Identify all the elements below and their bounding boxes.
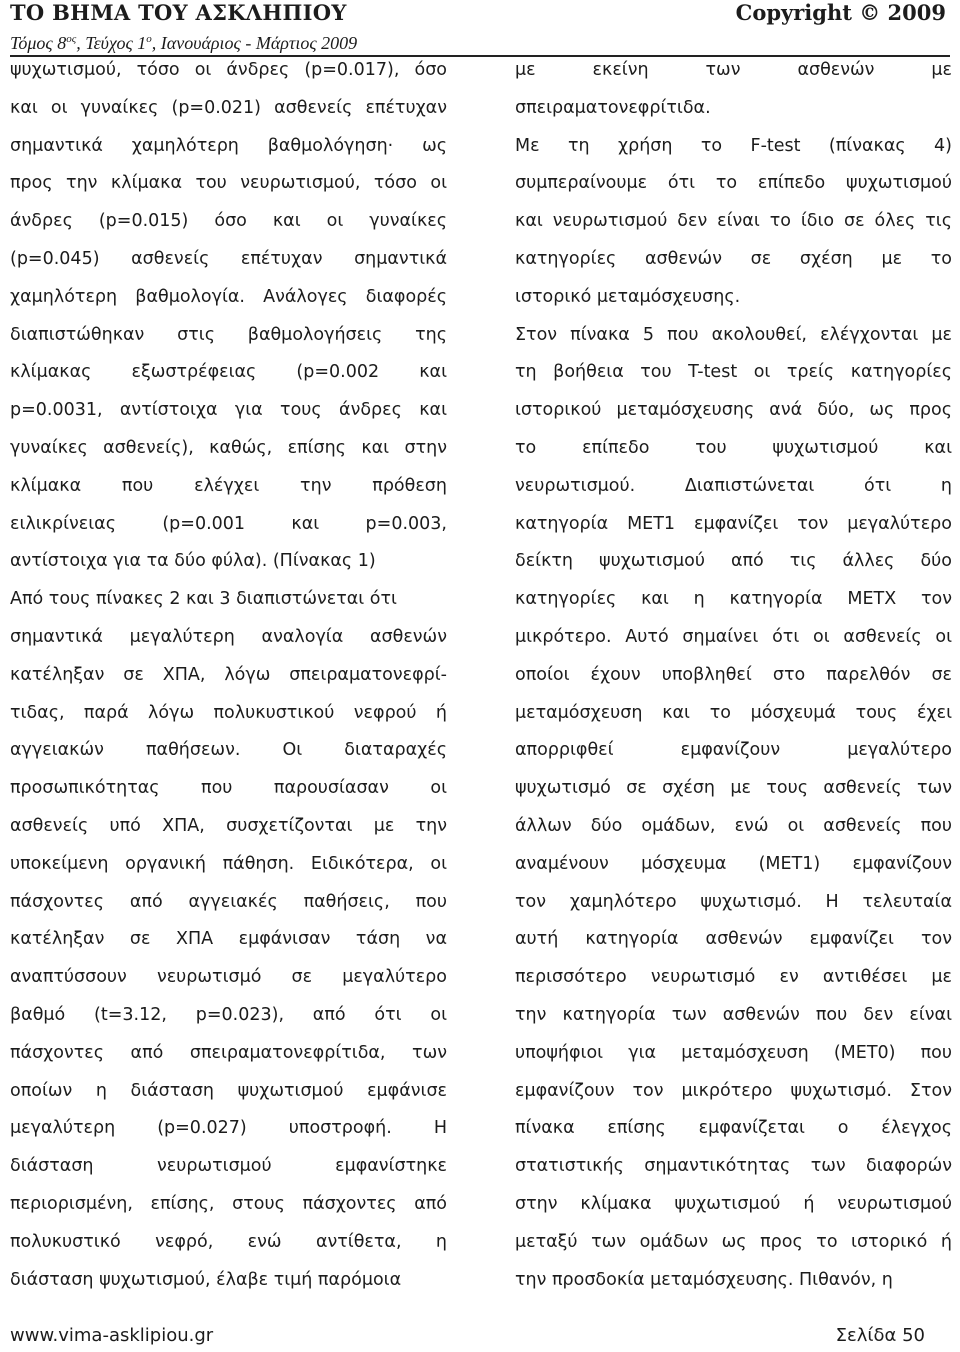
text-line: συμπεραίνουμε ότι το επίπεδο ψυχωτισμού bbox=[515, 173, 952, 194]
text-line: p=0.0031, αντίστοιχα για τους άνδρες και bbox=[10, 400, 447, 421]
text-line: δείκτη ψυχωτισμού από τις άλλες δύο bbox=[515, 551, 952, 572]
text-line: αναμένουν μόσχευμα (ΜΕΤ1) εμφανίζουν bbox=[515, 853, 952, 874]
text-line: περισσότερο νευρωτισμό εν αντιθέσει με bbox=[515, 967, 952, 988]
text-line: ιστορικό μεταμόσχευσης. bbox=[515, 286, 741, 307]
text-line: σημαντικά χαμηλότερη βαθμολόγηση· ως bbox=[10, 135, 447, 156]
text-line: βαθμό (t=3.12, p=0.023), από ότι οι bbox=[10, 1004, 447, 1025]
text-line: οποίοι έχουν υποβληθεί στο παρελθόν σε bbox=[515, 664, 952, 685]
text-line: κατέληξαν σε ΧΠΑ, λόγω σπειραματονεφρί- bbox=[10, 664, 447, 685]
text-line: ψυχωτισμό σε σχέση με τους ασθενείς των bbox=[515, 778, 952, 799]
text-line: κατέληξαν σε ΧΠΑ εμφάνισαν τάση να bbox=[10, 929, 447, 950]
text-line: περιορισμένη, επίσης, στους πάσχοντες από bbox=[10, 1193, 447, 1214]
text-line: σημαντικά μεγαλύτερη αναλογία ασθενών bbox=[10, 626, 447, 647]
right-text-column bbox=[515, 52, 952, 1299]
text-line: σπειραματονεφρίτιδα. bbox=[515, 97, 711, 118]
text-line: νευρωτισμού. Διαπιστώνεται ότι η bbox=[515, 475, 952, 496]
text-line: ιστορικού μεταμόσχευσης ανά δύο, ως προς bbox=[515, 400, 952, 421]
text-line: (p=0.045) ασθενείς επέτυχαν σημαντικά bbox=[10, 248, 447, 269]
text-line: Με τη χρήση το F-test (πίνακας 4) bbox=[515, 135, 952, 156]
text-line: ειλικρίνειας (p=0.001 και p=0.003, bbox=[10, 513, 447, 534]
text-line: μεταμόσχευση και το μόσχευμά τους έχει bbox=[515, 702, 952, 723]
text-line: πίνακα επίσης εμφανίζεται ο έλεγχος bbox=[515, 1118, 952, 1139]
text-line: με εκείνη των ασθενών με bbox=[515, 60, 952, 80]
text-line: τη βοήθεια του T-test οι τρείς κατηγορίες bbox=[515, 362, 952, 383]
text-line: υποψήφιοι για μεταμόσχευση (ΜΕΤ0) που bbox=[515, 1042, 952, 1063]
text-line: κατηγορίες ασθενών σε σχέση με το bbox=[515, 248, 952, 269]
text-line: την προσδοκία μεταμόσχευσης. Πιθανόν, η bbox=[515, 1269, 893, 1290]
text-line: διάσταση νευρωτισμού εμφανίστηκε bbox=[10, 1156, 447, 1177]
website-link[interactable]: www.vima-asklipiou.gr bbox=[10, 1325, 214, 1346]
text-line: πολυκυστικό νεφρό, ενώ αντίθετα, η bbox=[10, 1231, 447, 1252]
text-line: αντίστοιχα για τα δύο φύλα). (Πίνακας 1) bbox=[10, 551, 376, 572]
text-line: μεταξύ των ομάδων ως προς το ιστορικό ή bbox=[515, 1231, 952, 1252]
text-line: αγγειακών παθήσεων. Οι διαταραχές bbox=[10, 740, 447, 761]
text-line: άνδρες (p=0.015) όσο και οι γυναίκες bbox=[10, 211, 447, 232]
text-line: χαμηλότερη βαθμολογία. Ανάλογες διαφορές bbox=[10, 286, 447, 307]
page-footer bbox=[10, 1324, 925, 1352]
text-line: τιδας, παρά λόγω πολυκυστικού νεφρού ή bbox=[10, 702, 447, 723]
text-line: κατηγορία ΜΕΤ1 εμφανίζει τον μεγαλύτερο bbox=[515, 513, 952, 534]
issue-info: Τόμος $8^{o\varsigma}$, Τεύχος $1^o$, Ιανουάριος - Μάρτιος 2009 bbox=[10, 33, 358, 53]
text-line: εμφανίζουν τον μικρότερο ψυχωτισμό. Στον bbox=[515, 1080, 952, 1101]
text-line: αναπτύσσουν νευρωτισμό σε μεγαλύτερο bbox=[10, 967, 447, 988]
text-line: άλλων δύο ομάδων, ενώ οι ασθενείς που bbox=[515, 815, 952, 836]
text-line: αυτή κατηγορία ασθενών εμφανίζει τον bbox=[515, 929, 952, 950]
text-line: υποκείμενη οργανική πάθηση. Ειδικότερα, οι bbox=[10, 853, 447, 874]
journal-title: ΤΟ ΒΗΜΑ ΤΟΥ ΑΣΚΛΗΠΙΟΥ bbox=[10, 0, 347, 25]
text-line: πάσχοντες από αγγειακές παθήσεις, που bbox=[10, 891, 447, 912]
text-line: ασθενείς υπό ΧΠΑ, συσχετίζονται με την bbox=[10, 815, 447, 836]
text-line: ψυχωτισμού, τόσο οι άνδρες (p=0.017), όσο bbox=[10, 60, 447, 80]
text-line: πάσχοντες από σπειραματονεφρίτιδα, των bbox=[10, 1042, 447, 1063]
text-line: προς την κλίμακα του νευρωτισμού, τόσο οι bbox=[10, 173, 447, 194]
text-line: κατηγορίες και η κατηγορία ΜΕΤΧ τον bbox=[515, 589, 952, 610]
text-line: μεγαλύτερη (p=0.027) υποστροφή. Η bbox=[10, 1118, 447, 1139]
page-number: Σελίδα 50 bbox=[835, 1325, 925, 1346]
text-line: διάσταση ψυχωτισμού, έλαβε τιμή παρόμοια bbox=[10, 1269, 402, 1290]
text-line: απορριφθεί εμφανίζουν μεγαλύτερο bbox=[515, 740, 952, 761]
page-header bbox=[10, 0, 950, 60]
text-line: διαπιστώθηκαν στις βαθμολογήσεις της bbox=[10, 324, 447, 345]
text-line: Στον πίνακα 5 που ακολουθεί, ελέγχονται με bbox=[515, 324, 952, 345]
text-line: και οι γυναίκες (p=0.021) ασθενείς επέτυχαν bbox=[10, 97, 447, 118]
text-line: Από τους πίνακες 2 και 3 διαπιστώνεται ότι bbox=[10, 589, 397, 610]
text-line: στατιστικής σημαντικότητας των διαφορών bbox=[515, 1156, 952, 1177]
left-text-column bbox=[10, 52, 447, 1299]
text-line: κλίμακα που ελέγχει την πρόθεση bbox=[10, 475, 447, 496]
text-line: το επίπεδο του ψυχωτισμού και bbox=[515, 437, 952, 458]
text-line: γυναίκες ασθενείς), καθώς, επίσης και στην bbox=[10, 437, 447, 458]
text-line: στην κλίμακα ψυχωτισμού ή νευρωτισμού bbox=[515, 1193, 952, 1214]
copyright-notice: Copyright © 2009 bbox=[735, 0, 946, 25]
text-line: την κατηγορία των ασθενών που δεν είναι bbox=[515, 1004, 952, 1025]
text-line: οποίων η διάσταση ψυχωτισμού εμφάνισε bbox=[10, 1080, 447, 1101]
text-line: προσωπικότητας που παρουσίασαν οι bbox=[10, 778, 447, 799]
text-line: μικρότερο. Αυτό σημαίνει ότι οι ασθενείς οι bbox=[515, 626, 952, 647]
text-line: και νευρωτισμού δεν είναι το ίδιο σε όλες τις bbox=[515, 211, 952, 232]
text-line: τον χαμηλότερο ψυχωτισμό. Η τελευταία bbox=[515, 891, 952, 912]
text-line: κλίμακας εξωστρέφειας (p=0.002 και bbox=[10, 362, 447, 383]
